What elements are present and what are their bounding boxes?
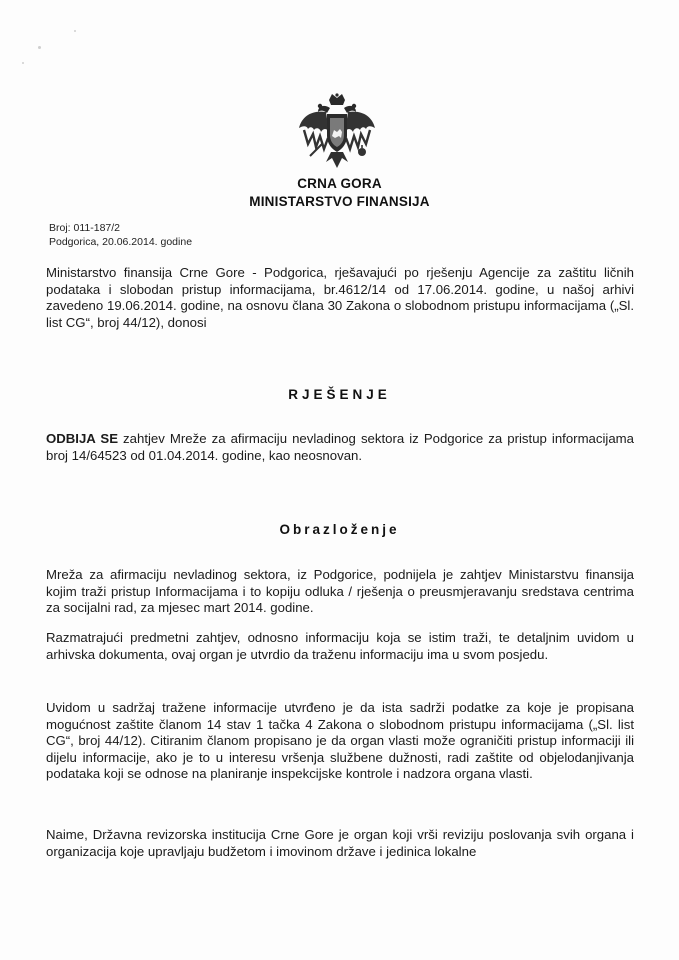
scan-speck xyxy=(38,46,41,49)
decision-heading: RJEŠENJE xyxy=(288,387,391,402)
reasoning-paragraph: Naime, Državna revizorska institucija Crne Gore je organ koji vrši reviziju poslovanja svih organa i organizacija koje upravljaju budžetom i imovinom države i jedinica lokalne xyxy=(46,827,634,859)
decision-text: zahtjev Mreže za afirmaciju nevladinog sektora iz Podgorice za pristup informacijama broj 14/64523 od 01.04.2014. godine, kao neosnovan. xyxy=(46,431,634,463)
decision-paragraph xyxy=(46,431,634,464)
scan-speck xyxy=(74,30,76,32)
coat-of-arms-icon xyxy=(296,92,378,170)
decision-lead: ODBIJA SE xyxy=(46,431,118,446)
scan-speck xyxy=(22,62,24,64)
country-title: CRNA GORA xyxy=(297,176,382,191)
reasoning-paragraph: Razmatrajući predmetni zahtjev, odnosno informaciju koja se istim traži, te detaljnim uvidom u arhivska dokumenta, ovaj organ je utvrdio da traženu informaciju ima u svom posjedu. xyxy=(46,630,634,662)
reasoning-heading: Obrazloženje xyxy=(279,522,400,537)
reasoning-paragraph: Mreža za afirmaciju nevladinog sektora, iz Podgorice, podnijela je zahtjev Ministarstvu finansija kojim traži pristup Informacijama i to kopiju odluka / rješenja o preusmjeravanju sredstava centrima za socijalni rad, za mjesec mart 2014. godine. xyxy=(46,567,634,615)
document-place-date: Podgorica, 20.06.2014. godine xyxy=(49,236,193,248)
document-number: Broj: 011-187/2 xyxy=(49,222,121,234)
ministry-title: MINISTARSTVO FINANSIJA xyxy=(249,194,430,209)
reasoning-paragraph: Uvidom u sadržaj tražene informacije utvrđeno je da ista sadrži podatke za koje je propisana mogućnost zaštite članom 14 stav 1 tačka 4 Zakona o slobodnom pristupu informacijama („Sl. list CG“, broj 44/12). Citiranim članom propisano je da organ vlasti može ograničiti pristup informaciji ili dijelu informacije, ako je to u interesu vršenja službene dužnosti, radi zaštite od objelodanjivanja podataka koji se odnose na planiranje inspekcijske kontrole i nadzora organa vlasti. xyxy=(46,700,634,781)
intro-paragraph: Ministarstvo finansija Crne Gore - Podgorica, rješavajući po rješenju Agencije za zaštitu ličnih podataka i slobodan pristup informacijama, br.4612/14 od 17.06.2014. godine, u našoj arhivi zavedeno 19.06.2014. godine, na osnovu člana 30 Zakona o slobodnom pristupu informacijama („Sl. list CG“, broj 44/12), donosi xyxy=(46,265,634,330)
